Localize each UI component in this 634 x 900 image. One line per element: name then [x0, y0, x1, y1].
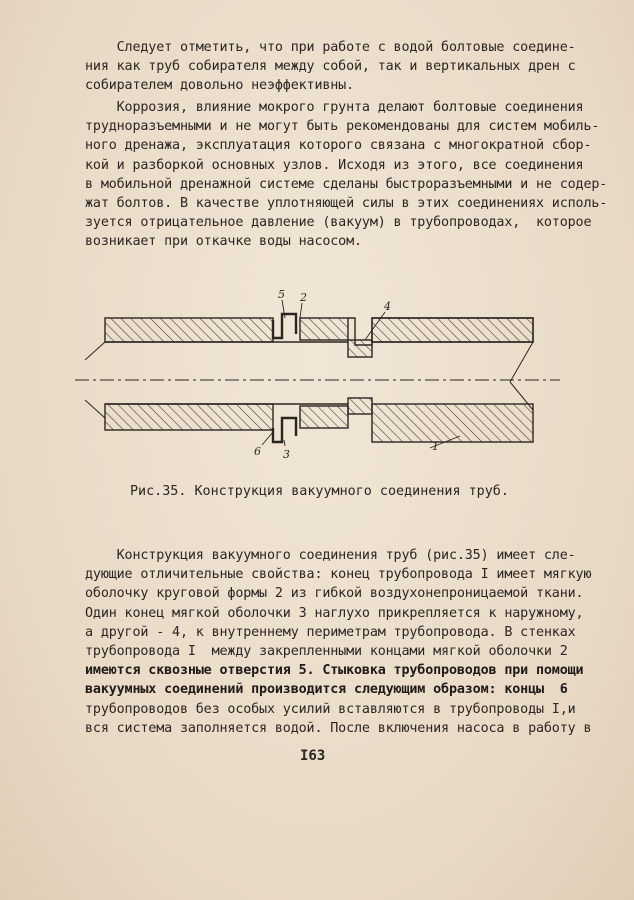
pipe-joint-top	[348, 340, 372, 357]
pipe-wall-bottom-left	[105, 404, 273, 430]
text-line: возникает при откачке воды насосом.	[85, 234, 362, 250]
page-number: I63	[300, 748, 326, 764]
text-line: трубопровода I между закрепленными концами мягкой оболочки 2	[85, 644, 568, 660]
text-line: в мобильной дренажной системе сделаны быстроразъемными и не содер-	[85, 176, 608, 192]
text-line: имеются сквозные отверстия 5. Стыковка трубопроводов при помощи	[85, 663, 584, 679]
text-line: дующие отличительные свойства: конец трубопровода I имеет мягкую	[85, 567, 592, 583]
text-line: вся система заполняется водой. После включения насоса в работу в	[85, 720, 592, 736]
figure-caption: Рис.35. Конструкция вакуумного соединения труб.	[130, 484, 509, 499]
pipe-wall-bottom-mid	[300, 406, 348, 428]
pipe-joint-bottom	[348, 398, 372, 414]
text-line: ния как труб собирателя между собой, так и вертикальных дрен с	[85, 59, 576, 75]
text-line: ного дренажа, эксплуатация которого связана с многократной сбор-	[85, 138, 592, 154]
text-line: кой и разборкой основных узлов. Исходя из этого, все соединения	[85, 157, 584, 173]
text-line: Один конец мягкой оболочки 3 наглухо прикрепляется к наружному,	[85, 605, 584, 621]
text-line: вакуумных соединений производится следующим образом: концы 6	[85, 682, 568, 698]
label-6: 6	[254, 445, 261, 458]
label-1: 1	[432, 440, 439, 453]
text-line: Конструкция вакуумного соединения труб (рис.35) имеет сле-	[85, 548, 576, 563]
paragraph-joint-construction	[85, 546, 592, 738]
pipe-wall-top-mid	[300, 318, 348, 340]
text-line: оболочку круговой формы 2 из гибкой воздухонепроницаемой ткани.	[85, 586, 584, 602]
text-line: Следует отметить, что при работе с водой болтовые соедине-	[85, 40, 576, 55]
label-4: 4	[384, 300, 391, 313]
pipe-wall-top-right	[372, 318, 533, 342]
text-line: а другой - 4, к внутреннему периметрам трубопровода. В стенках	[85, 624, 576, 640]
label-3: 3	[283, 448, 290, 461]
pipe-wall-bottom-right	[372, 404, 533, 442]
text-line: Коррозия, влияние мокрого грунта делают болтовые соединения	[85, 100, 584, 115]
label-5-top: 5	[278, 288, 285, 301]
text-line: трудноразъемными и не могут быть рекомендованы для систем мобиль-	[85, 119, 600, 135]
soft-shell-bottom	[273, 418, 296, 442]
text-line: трубопроводов без особых усилий вставляются в трубопроводы I,и	[85, 701, 576, 717]
label-2: 2	[300, 291, 307, 304]
pipe-wall-top-left	[105, 318, 273, 342]
text-line: жат болтов. В качестве уплотняющей силы в этих соединениях исполь-	[85, 196, 608, 212]
text-line: зуется отрицательное давление (вакуум) в трубопроводах, которое	[85, 215, 592, 231]
text-line: собирателем довольно неэффективны.	[85, 78, 355, 94]
